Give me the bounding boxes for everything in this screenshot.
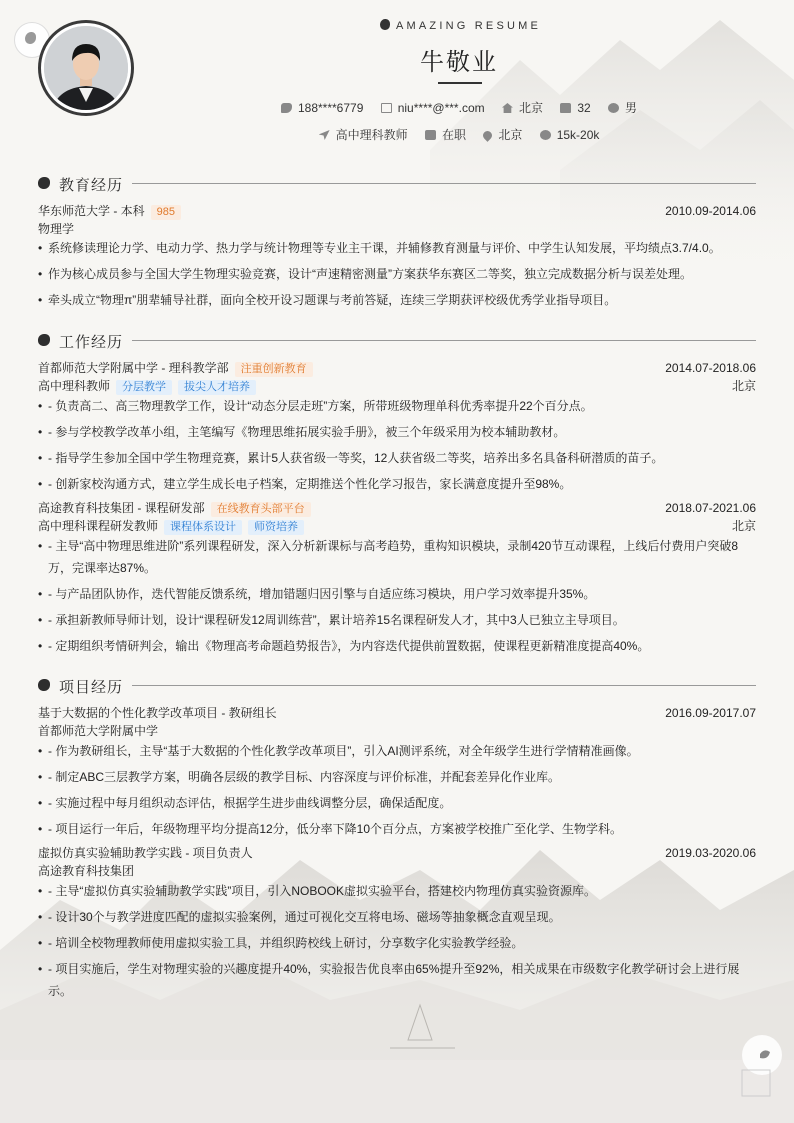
mail-icon [381, 103, 392, 113]
job-role-row [38, 378, 756, 394]
list-item: • - 作为教研组长，主导“基于大数据的个性化教学改革项目”，引入AI测评系统，对全年级学生进行学情精准画像。 [38, 740, 756, 762]
major-row [38, 221, 756, 237]
list-item: • 作为核心成员参与全国大学生物理实验竞赛，设计“声速精密测量”方案获华东赛区二等奖，独立完成数据分析与误差处理。 [38, 263, 756, 285]
list-item: • - 主导“高中物理思维进阶”系列课程研发，深入分析新课标与高考趋势，重构知识模块，录制420节互动课程，上线后付费用户突破8万，完课率达87%。 [38, 535, 756, 579]
brand-text: AMAZING RESUME [396, 20, 542, 32]
company-name: 首都师范大学附属中学 - 理科教学部 [38, 361, 229, 375]
major-name: 物理学 [38, 222, 75, 236]
job-item [319, 126, 408, 143]
gender-item [608, 99, 637, 116]
job-date: 2018.07-2021.06 [665, 501, 756, 515]
company-name: 高途教育科技集团 - 课程研发部 [38, 501, 205, 515]
phone-icon [281, 103, 292, 113]
brand-title [380, 19, 541, 32]
list-item: • - 创新家校沟通方式，建立学生成长电子档案，定期推送个性化学习报告，家长满意度提升至98%。 [38, 473, 756, 495]
email-item [381, 101, 485, 115]
home-icon [502, 103, 513, 113]
section-title: 教育经历 [59, 177, 124, 194]
age-text: 32 [577, 101, 591, 115]
intent-row [0, 126, 794, 143]
person-icon [608, 103, 619, 113]
section-title: 工作经历 [59, 334, 124, 351]
ink-drop-icon [38, 177, 50, 189]
age-item [560, 101, 590, 115]
ink-drop-icon [38, 334, 50, 346]
project-name: 基于大数据的个性化教学改革项目 - 教研组长 [38, 706, 277, 720]
ink-drop-icon [38, 679, 50, 691]
company-tag: 注重创新教育 [235, 362, 313, 377]
phone-item [281, 101, 363, 115]
cake-icon [560, 103, 571, 113]
list-item: • 牵头成立“物理π”朋辈辅导社群，面向全校开设习题课与考前答疑，连续三学期获评校级优秀学业指导项目。 [38, 289, 756, 311]
skill-tag: 师资培养 [248, 520, 304, 535]
school-name: 华东师范大学 - 本科 [38, 204, 145, 218]
project-header [38, 705, 756, 721]
company-tag: 在线教育头部平台 [211, 502, 311, 517]
section-divider [132, 685, 756, 686]
target-city-text: 北京 [498, 128, 523, 142]
list-item: • - 培训全校物理教师使用虚拟实验工具，并组织跨校线上研讨，分享数字化实验教学经验。 [38, 932, 756, 954]
gender-text: 男 [625, 101, 638, 115]
job-role: 高中理科课程研发教师 [38, 519, 159, 533]
job-text: 高中理科教师 [335, 128, 408, 142]
section-work [38, 330, 756, 350]
city-text: 北京 [518, 101, 543, 115]
project-org: 高途教育科技集团 [38, 864, 135, 878]
send-icon [319, 130, 330, 140]
project-header [38, 845, 756, 861]
job-header [38, 360, 756, 376]
skill-tag: 拔尖人才培养 [178, 380, 256, 395]
salary-text: 15k-20k [556, 128, 600, 142]
list-item: • - 指导学生参加全国中学生物理竞赛，累计5人获省级一等奖，12人获省级二等奖，培养出多名具备科研潜质的苗子。 [38, 447, 756, 469]
job-role: 高中理科教师 [38, 379, 111, 393]
list-item: • - 项目实施后，学生对物理实验的兴趣度提升40%，实验报告优良率由65%提升至92%，相关成果在市级数字化教学研讨会上进行展示。 [38, 958, 756, 1002]
project-date: 2019.03-2020.06 [665, 846, 756, 860]
list-item: • - 实施过程中每月组织动态评估，根据学生进步曲线调整分层，确保适配度。 [38, 792, 756, 814]
education-date: 2010.09-2014.06 [665, 204, 756, 218]
project-org-row [38, 863, 756, 879]
job-date: 2014.07-2018.06 [665, 361, 756, 375]
phone-text: 188****6779 [297, 101, 364, 115]
list-item: • - 负责高二、高三物理教学工作，设计“动态分层走班”方案，所带班级物理单科优秀率提升22个百分点。 [38, 395, 756, 417]
coin-icon [540, 130, 551, 140]
city-item [502, 99, 543, 116]
section-title: 项目经历 [59, 679, 124, 696]
project-date: 2016.09-2017.07 [665, 706, 756, 720]
status-item [425, 126, 466, 143]
list-item: • - 与产品团队协作，迭代智能反馈系统，增加错题归因引擎与自适应练习模块，用户学习效率提升35%。 [38, 583, 756, 605]
location-pin-icon [481, 129, 494, 142]
project-org: 首都师范大学附属中学 [38, 724, 159, 738]
list-item: • 系统修读理论力学、电动力学、热力学与统计物理等专业主干课，并辅修教育测量与评价、中学生认知发展，平均绩点3.7/4.0。 [38, 237, 756, 259]
project-name: 虚拟仿真实验辅助教学实践 - 项目负责人 [38, 846, 253, 860]
ink-drop-icon [380, 19, 390, 30]
email-text: niu****@***.com [397, 101, 485, 115]
job-header [38, 500, 756, 516]
school-tag: 985 [151, 205, 181, 220]
list-item: • - 主导“虚拟仿真实验辅助教学实践”项目，引入NOBOOK虚拟实验平台，搭建校内物理仿真实验资源库。 [38, 880, 756, 902]
job-location: 北京 [731, 379, 756, 393]
status-text: 在职 [441, 128, 466, 142]
job-role-row [38, 518, 756, 534]
list-item: • - 设计30个与教学进度匹配的虚拟实验案例，通过可视化交互将电场、磁场等抽象概念直观呈现。 [38, 906, 756, 928]
target-city-item [483, 126, 522, 143]
section-divider [132, 183, 756, 184]
briefcase-icon [425, 130, 436, 140]
skill-tag: 课程体系设计 [164, 520, 242, 535]
salary-item [540, 128, 600, 142]
candidate-name: 牛敬业 [420, 49, 498, 76]
contact-row [0, 99, 794, 116]
list-item: • - 定期组织考情研判会，输出《物理高考命题趋势报告》，为内容迭代提供前置数据，使课程更新精准度提高40%。 [38, 635, 756, 657]
section-education [38, 173, 756, 193]
project-org-row [38, 723, 756, 739]
name-divider [438, 82, 482, 84]
section-divider [132, 340, 756, 341]
education-header [38, 203, 756, 219]
list-item: • - 项目运行一年后，年级物理平均分提高12分，低分率下降10个百分点，方案被学校推广至化学、生物学科。 [38, 818, 756, 840]
list-item: • - 参与学校教学改革小组，主笔编写《物理思维拓展实验手册》，被三个年级采用为校本辅助教材。 [38, 421, 756, 443]
list-item: • - 制定ABC三层教学方案，明确各层级的教学目标、内容深度与评价标准，并配套差异化作业库。 [38, 766, 756, 788]
job-location: 北京 [731, 519, 756, 533]
list-item: • - 承担新教师导师计划，设计“课程研发12周训练营”，累计培养15名课程研发人才，其中3人已独立主导项目。 [38, 609, 756, 631]
section-projects [38, 675, 756, 695]
skill-tag: 分层教学 [116, 380, 172, 395]
